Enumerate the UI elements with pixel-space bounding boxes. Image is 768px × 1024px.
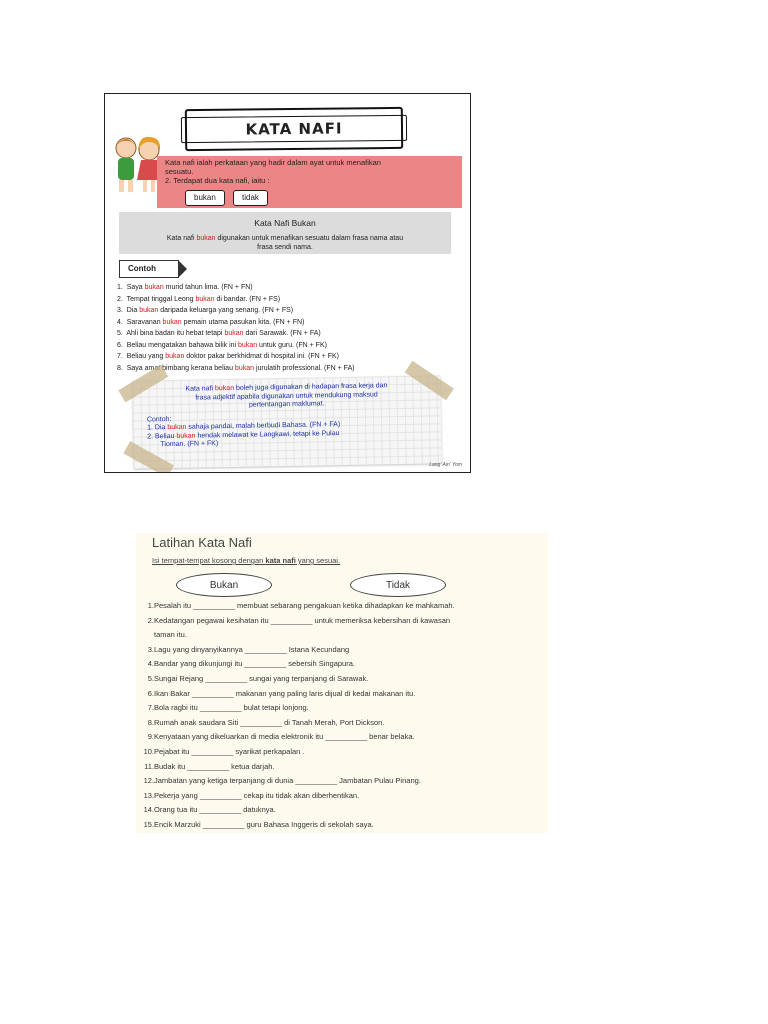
section-title: Kata Nafi Bukan — [254, 218, 316, 228]
exercise-item — [136, 643, 548, 658]
exercise-item-text: Sungai Rejang __________ sungai yang terpanjang di Sarawak. — [154, 673, 369, 683]
example-row: 1. Saya bukan murid tahun lima. (FN + FN) — [117, 284, 253, 291]
exercise-item-number: 7. — [147, 703, 154, 713]
examples-list — [117, 282, 467, 374]
exercise-item — [136, 628, 548, 643]
example-row: 2. Tempat tinggal Leong bukan di bandar. (FN + FS) — [117, 295, 281, 303]
signature: Lang' Ain' Yom — [429, 462, 462, 468]
exercise-item — [136, 672, 548, 687]
exercise-item-text: Jambatan yang ketiga terpanjang di dunia __________ Jambatan Pulau Pinang. — [154, 776, 421, 786]
section-box — [119, 212, 451, 254]
exercise-item — [136, 657, 548, 672]
exercise-item — [136, 803, 548, 818]
exercise-item — [136, 745, 548, 760]
exercise-item-text: Lagu yang dinyanyikannya __________ Istana Kecundang — [154, 644, 350, 654]
exercise-instruction: Isi tempat-tempat kosong dengan kata nafi yang sesuai. — [152, 556, 341, 565]
exercise-item — [136, 687, 548, 702]
exercise-item-number: 4. — [147, 659, 154, 669]
exercise-item-number: 5. — [147, 673, 154, 683]
exercise-item-number: 10. — [143, 746, 154, 756]
exercise-list — [136, 599, 548, 833]
exercise-item-number: 9. — [147, 732, 154, 742]
exercise-item — [136, 701, 548, 716]
section-desc — [139, 234, 431, 252]
exercise-item — [136, 818, 548, 833]
exercise-item-text: taman itu. — [154, 630, 187, 640]
title-board — [185, 107, 403, 151]
exercise-item — [136, 789, 548, 804]
exercise-item-number: 6. — [147, 688, 154, 698]
exercise-item-text: Pekerja yang __________ cekap itu tidak akan diberhentikan. — [154, 790, 360, 800]
pill-bukan: bukan — [185, 190, 225, 206]
cloud-tidak: Tidak — [350, 573, 446, 597]
example-row: 3. Dia bukan daripada keluarga yang senang. (FN + FS) — [117, 307, 294, 314]
kata-nafi-card — [104, 93, 471, 473]
note-paper — [132, 375, 441, 468]
exercise-item-text: Kedatangan pegawai kesihatan itu __________ untuk memeriksa kebersihan di kawasan — [154, 615, 451, 625]
exercise-item — [136, 599, 548, 614]
exercise-item-text: Bandar yang dikunjungi itu __________ sebersih Singapura. — [154, 659, 355, 669]
exercise-item-number: 11. — [144, 761, 154, 771]
note-text: Kata nafi bukan boleh juga digunakan di hadapan frasa kerja dan frasa adjektif apabila digunakan untuk mendukung maksud pertentangan maklumat. Contoh: 1. Dia bukan sahaja pandai, malah berbudi Bahasa. (FN + FA) 2. Beliau bukan hendak melawat ke Langkawi, tetapi ke Pulau Tioman. (FN + FK) — [146, 382, 388, 449]
exercise-item-text: Ikan Bakar __________ makanan yang paling laris dijual di kedai makanan itu. — [154, 688, 416, 698]
definition-line: 2. Terdapat dua kata nafi, iaitu : — [165, 176, 270, 185]
highlight-word: bukan — [196, 235, 216, 242]
exercise-item-text: Budak itu __________ ketua darjah. — [154, 761, 275, 771]
exercise-item-text: Encik Marzuki __________ guru Bahasa Inggeris di sekolah saya. — [154, 819, 374, 829]
example-row: 6. Beliau mengatakan bahawa bilik ini bukan untuk guru. (FN + FK) — [117, 341, 327, 349]
desc-text: digunakan untuk menafikan sesuatu dalam frasa nama atau — [215, 235, 404, 242]
example-row: 5. Ahli bina badan itu hebat tetapi bukan dari Sarawak. (FN + FA) — [117, 330, 321, 337]
exercise-item — [136, 716, 548, 731]
example-row: 7. Beliau yang bukan doktor pakar berkhidmat di hospital ini. (FN + FK) — [117, 353, 339, 360]
exercise-item-number: 14. — [143, 805, 154, 815]
exercise-sheet — [136, 533, 548, 833]
exercise-item-text: Pesalah itu __________ membuat sebarang pengakuan ketika dihadapkan ke mahkamah. — [154, 601, 455, 610]
desc-text: Kata nafi — [166, 235, 197, 242]
exercise-title: Latihan Kata Nafi — [152, 535, 252, 550]
exercise-item-text: Pejabat itu __________ syarikat perkapalan . — [154, 746, 305, 756]
exercise-item — [136, 760, 548, 775]
exercise-item-number: 2. — [147, 615, 154, 625]
definition-list — [165, 158, 455, 185]
exercise-item — [136, 614, 548, 629]
exercise-item-number: 12. — [143, 776, 154, 786]
exercise-item-text: Kenyataan yang dikeluarkan di media elektronik itu __________ benar belaka. — [154, 732, 415, 742]
exercise-item-text: Bola ragbi itu __________ bulat tetapi lonjong. — [154, 703, 309, 713]
cloud-bukan: Bukan — [176, 573, 272, 597]
exercise-item-number: 13. — [143, 790, 154, 800]
exercise-item-text: Orang tua itu __________ datuknya. — [154, 805, 276, 815]
exercise-item — [136, 774, 548, 789]
contoh-label: Contoh — [128, 264, 156, 273]
example-row: 4. Saravanan bukan pemain utama pasukan kita. (FN + FN) — [117, 318, 305, 326]
desc-text: frasa sendi nama. — [257, 244, 313, 251]
exercise-item-number: 1. — [147, 601, 154, 610]
card-title: KATA NAFI — [245, 119, 343, 139]
exercise-item-number: 8. — [147, 717, 154, 727]
example-row: 8. Saya amat bimbang kerana beliau bukan jurulatih professional. (FN + FA) — [117, 364, 355, 372]
definition-line: sesuatu. — [165, 167, 194, 176]
exercise-item — [136, 730, 548, 745]
exercise-item-number: 15. — [143, 819, 154, 829]
exercise-item-number: 3. — [147, 644, 154, 654]
pill-tidak: tidak — [233, 190, 268, 206]
definition-line: Kata nafi ialah perkataan yang hadir dalam ayat untuk menafikan — [165, 158, 381, 167]
exercise-item-text: Rumah anak saudara Siti __________ di Tanah Merah, Port Dickson. — [154, 717, 385, 727]
contoh-tag — [119, 260, 179, 278]
